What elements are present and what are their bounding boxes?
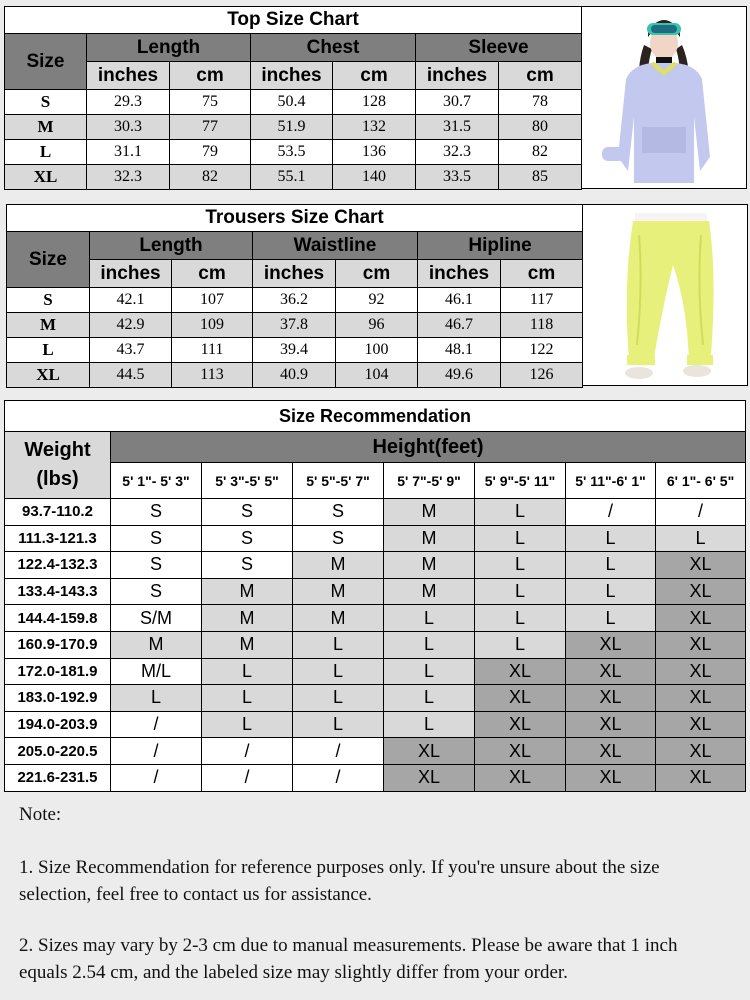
recommended-size: M — [111, 631, 202, 658]
size-recommendation-table — [4, 400, 746, 792]
unit-header: cm — [170, 62, 251, 90]
recommended-size: L — [384, 631, 475, 658]
recommended-size: S — [111, 552, 202, 579]
size-label: M — [7, 313, 90, 338]
recommended-size: M — [384, 499, 475, 526]
recommended-size: S — [111, 499, 202, 526]
weight-range: 93.7-110.2 — [5, 499, 111, 526]
recommended-size: XL — [475, 658, 566, 685]
top-group-length: Length — [87, 34, 251, 62]
recommended-size: XL — [384, 764, 475, 791]
table-row — [5, 578, 746, 605]
table-cell: 48.1 — [418, 338, 501, 363]
top-size-header: Size — [5, 34, 87, 90]
size-label: XL — [7, 363, 90, 388]
pants-product-photo — [582, 204, 748, 386]
unit-header: inches — [251, 62, 333, 90]
recommended-size: / — [202, 738, 293, 765]
recommended-size: XL — [566, 631, 656, 658]
table-cell: 92 — [336, 288, 418, 313]
recommended-size: L — [475, 578, 566, 605]
table-cell: 113 — [172, 363, 253, 388]
recommended-size: L — [656, 525, 746, 552]
recommended-size: XL — [566, 738, 656, 765]
recommended-size: L — [566, 605, 656, 632]
weight-range: 160.9-170.9 — [5, 631, 111, 658]
recommended-size: L — [202, 685, 293, 712]
weight-range: 221.6-231.5 — [5, 764, 111, 791]
recommended-size: / — [111, 711, 202, 738]
unit-header: cm — [333, 62, 416, 90]
recommended-size: M — [384, 578, 475, 605]
unit-header: inches — [416, 62, 499, 90]
table-row — [5, 140, 582, 165]
height-header: Height(feet) — [111, 432, 746, 463]
height-range: 5' 1"- 5' 3" — [111, 463, 202, 499]
recommended-size: L — [111, 685, 202, 712]
recommended-size: L — [202, 711, 293, 738]
table-cell: 75 — [170, 90, 251, 115]
table-cell: 49.6 — [418, 363, 501, 388]
table-row — [5, 738, 746, 765]
table-cell: 33.5 — [416, 165, 499, 190]
table-cell: 31.1 — [87, 140, 170, 165]
jacket-illustration — [582, 7, 746, 188]
weight-range: 144.4-159.8 — [5, 605, 111, 632]
recommendation-body — [5, 499, 746, 792]
recommended-size: XL — [475, 685, 566, 712]
table-cell: 30.3 — [87, 115, 170, 140]
note-heading: Note: — [19, 804, 62, 825]
table-cell: 140 — [333, 165, 416, 190]
trousers-chart-title: Trousers Size Chart — [7, 205, 583, 232]
table-cell: 40.9 — [253, 363, 336, 388]
table-cell: 42.9 — [90, 313, 172, 338]
recommended-size: S — [202, 552, 293, 579]
table-row — [7, 313, 583, 338]
height-range: 5' 5"-5' 7" — [293, 463, 384, 499]
unit-header: cm — [501, 260, 583, 288]
table-cell: 132 — [333, 115, 416, 140]
recommended-size: XL — [656, 658, 746, 685]
table-row — [5, 605, 746, 632]
height-range: 6' 1"- 6' 5" — [656, 463, 746, 499]
weight-range: 194.0-203.9 — [5, 711, 111, 738]
recommended-size: L — [566, 552, 656, 579]
table-row — [5, 90, 582, 115]
recommended-size: XL — [566, 658, 656, 685]
recommended-size: XL — [656, 738, 746, 765]
table-row — [7, 288, 583, 313]
table-row — [5, 115, 582, 140]
recommended-size: S — [293, 499, 384, 526]
jacket-product-photo — [581, 6, 747, 189]
recommended-size: L — [475, 605, 566, 632]
recommended-size: L — [293, 685, 384, 712]
recommended-size: / — [202, 764, 293, 791]
recommended-size: / — [656, 499, 746, 526]
recommended-size: S/M — [111, 605, 202, 632]
recommended-size: L — [202, 658, 293, 685]
trousers-size-header: Size — [7, 232, 90, 288]
recommended-size: XL — [656, 552, 746, 579]
table-row — [5, 499, 746, 526]
table-cell: 32.3 — [416, 140, 499, 165]
recommended-size: XL — [384, 738, 475, 765]
table-cell: 43.7 — [90, 338, 172, 363]
table-cell: 42.1 — [90, 288, 172, 313]
weight-range: 205.0-220.5 — [5, 738, 111, 765]
table-cell: 104 — [336, 363, 418, 388]
height-range: 5' 7"-5' 9" — [384, 463, 475, 499]
table-cell: 44.5 — [90, 363, 172, 388]
recommended-size: XL — [475, 764, 566, 791]
table-cell: 51.9 — [251, 115, 333, 140]
recommended-size: XL — [475, 738, 566, 765]
table-cell: 30.7 — [416, 90, 499, 115]
size-label: S — [5, 90, 87, 115]
weight-range: 111.3-121.3 — [5, 525, 111, 552]
weight-range: 183.0-192.9 — [5, 685, 111, 712]
table-row — [5, 764, 746, 791]
table-row — [5, 658, 746, 685]
recommended-size: L — [384, 711, 475, 738]
table-row — [5, 631, 746, 658]
top-group-chest: Chest — [251, 34, 416, 62]
recommended-size: S — [111, 525, 202, 552]
recommended-size: S — [202, 525, 293, 552]
table-cell: 29.3 — [87, 90, 170, 115]
recommended-size: L — [475, 552, 566, 579]
table-cell: 100 — [336, 338, 418, 363]
table-cell: 118 — [501, 313, 583, 338]
unit-header: inches — [418, 260, 501, 288]
recommended-size: M — [293, 578, 384, 605]
recommended-size: M — [384, 525, 475, 552]
recommended-size: XL — [656, 631, 746, 658]
table-row — [5, 685, 746, 712]
recommended-size: / — [566, 499, 656, 526]
recommended-size: L — [566, 578, 656, 605]
unit-header: cm — [172, 260, 253, 288]
height-range: 5' 3"-5' 5" — [202, 463, 293, 499]
unit-header: inches — [253, 260, 336, 288]
recommended-size: S — [111, 578, 202, 605]
size-label: M — [5, 115, 87, 140]
unit-header: cm — [336, 260, 418, 288]
table-cell: 85 — [499, 165, 582, 190]
trousers-size-chart — [6, 204, 583, 388]
recommended-size: L — [384, 685, 475, 712]
table-cell: 53.5 — [251, 140, 333, 165]
trousers-group-hipline: Hipline — [418, 232, 583, 260]
recommended-size: M — [202, 631, 293, 658]
table-cell: 55.1 — [251, 165, 333, 190]
recommended-size: L — [293, 631, 384, 658]
height-range: 5' 9"-5' 11" — [475, 463, 566, 499]
recommended-size: XL — [656, 764, 746, 791]
recommended-size: XL — [656, 685, 746, 712]
table-cell: 79 — [170, 140, 251, 165]
table-cell: 36.2 — [253, 288, 336, 313]
recommended-size: L — [475, 525, 566, 552]
table-row — [7, 338, 583, 363]
recommended-size: L — [384, 658, 475, 685]
table-cell: 122 — [501, 338, 583, 363]
recommended-size: XL — [656, 711, 746, 738]
table-row — [5, 165, 582, 190]
table-row — [5, 711, 746, 738]
pants-illustration — [583, 205, 747, 385]
table-cell: 128 — [333, 90, 416, 115]
table-row — [7, 363, 583, 388]
table-cell: 117 — [501, 288, 583, 313]
recommended-size: XL — [475, 711, 566, 738]
table-cell: 31.5 — [416, 115, 499, 140]
recommended-size: / — [111, 764, 202, 791]
table-cell: 82 — [170, 165, 251, 190]
weight-range: 133.4-143.3 — [5, 578, 111, 605]
recommended-size: M — [293, 552, 384, 579]
unit-header: inches — [87, 62, 170, 90]
recommended-size: / — [293, 764, 384, 791]
top-size-chart — [4, 6, 582, 190]
recommended-size: M — [384, 552, 475, 579]
recommended-size: XL — [566, 764, 656, 791]
recommended-size: M — [202, 605, 293, 632]
top-group-sleeve: Sleeve — [416, 34, 582, 62]
size-label: S — [7, 288, 90, 313]
recommended-size: / — [111, 738, 202, 765]
recommended-size: S — [202, 499, 293, 526]
table-cell: 136 — [333, 140, 416, 165]
table-cell: 32.3 — [87, 165, 170, 190]
recommended-size: M/L — [111, 658, 202, 685]
size-label: L — [5, 140, 87, 165]
unit-header: inches — [90, 260, 172, 288]
table-cell: 111 — [172, 338, 253, 363]
recommended-size: M — [202, 578, 293, 605]
table-cell: 77 — [170, 115, 251, 140]
table-row — [5, 552, 746, 579]
weight-header: Weight (lbs) — [5, 432, 111, 499]
note-item: 1. Size Recommendation for reference purposes only. If you're unsure about the size selection, feel free to contact us for assistance. — [19, 857, 660, 905]
trousers-group-length: Length — [90, 232, 253, 260]
table-cell: 37.8 — [253, 313, 336, 338]
recommended-size: XL — [566, 685, 656, 712]
recommended-size: XL — [656, 605, 746, 632]
table-row — [5, 525, 746, 552]
table-cell: 78 — [499, 90, 582, 115]
recommended-size: M — [293, 605, 384, 632]
table-cell: 46.1 — [418, 288, 501, 313]
recommended-size: L — [475, 499, 566, 526]
unit-header: cm — [499, 62, 582, 90]
weight-range: 172.0-181.9 — [5, 658, 111, 685]
note-item: 2. Sizes may vary by 2-3 cm due to manual measurements. Please be aware that 1 inch equals 2.54 cm, and the labeled size may slightly differ from your order. — [19, 935, 678, 983]
recommended-size: / — [293, 738, 384, 765]
table-cell: 39.4 — [253, 338, 336, 363]
table-cell: 107 — [172, 288, 253, 313]
weight-range: 122.4-132.3 — [5, 552, 111, 579]
size-label: L — [7, 338, 90, 363]
table-cell: 50.4 — [251, 90, 333, 115]
recommended-size: L — [293, 711, 384, 738]
table-cell: 109 — [172, 313, 253, 338]
table-cell: 80 — [499, 115, 582, 140]
height-range: 5' 11"-6' 1" — [566, 463, 656, 499]
table-cell: 82 — [499, 140, 582, 165]
table-cell: 96 — [336, 313, 418, 338]
recommended-size: XL — [656, 578, 746, 605]
table-cell: 126 — [501, 363, 583, 388]
top-chart-title: Top Size Chart — [5, 7, 582, 34]
recommended-size: L — [475, 631, 566, 658]
recommended-size: XL — [566, 711, 656, 738]
size-label: XL — [5, 165, 87, 190]
recommended-size: L — [384, 605, 475, 632]
recommendation-title: Size Recommendation — [5, 401, 746, 432]
recommended-size: L — [293, 658, 384, 685]
recommended-size: L — [566, 525, 656, 552]
table-cell: 46.7 — [418, 313, 501, 338]
recommended-size: S — [293, 525, 384, 552]
trousers-group-waistline: Waistline — [253, 232, 418, 260]
